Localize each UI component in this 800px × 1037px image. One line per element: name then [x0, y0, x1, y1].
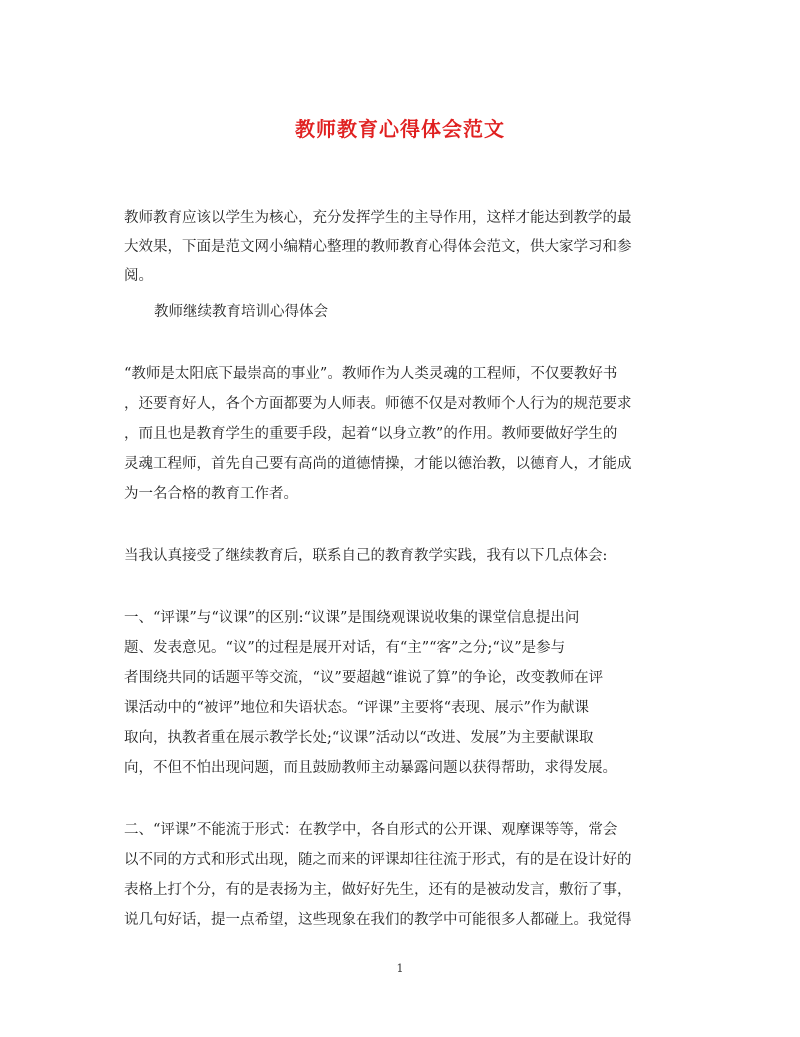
text-line: 阅。: [124, 268, 153, 284]
text-line: “教师是太阳底下最崇高的事业”。教师作为人类灵魂的工程师，不仅要教好书: [124, 366, 618, 382]
text-line: 说几句好话，提一点希望，这些现象在我们的教学中可能很多人都碰上。我觉得: [124, 912, 632, 928]
page-number: 1: [396, 962, 404, 975]
text-line: 向，不但不怕出现问题，而且鼓励教师主动暴露问题以获得帮助，求得发展。: [124, 760, 617, 776]
document-title: 教师教育心得体会范文: [295, 117, 505, 141]
text-line: 教师教育应该以学生为核心，充分发挥学生的主导作用，这样才能达到教学的最: [124, 210, 632, 226]
text-line: ，而且也是教育学生的重要手段，起着“以身立教”的作用。教师要做好学生的: [124, 426, 618, 442]
text-line: 题、发表意见。“议”的过程是展开对话，有“主”“客”之分;“议”是参与: [124, 640, 566, 656]
section-subtitle: 教师继续教育培训心得体会: [154, 304, 328, 320]
text-line: 取向，执教者重在展示教学长处;“议课”活动以“改进、发展”为主要献课取: [124, 730, 594, 746]
text-line: 课活动中的“被评”地位和失语状态。“评课”主要将“表现、展示”作为献课: [124, 700, 589, 716]
text-line: 大效果，下面是范文网小编精心整理的教师教育心得体会范文，供大家学习和参: [124, 239, 632, 255]
text-line: 灵魂工程师，首先自己要有高尚的道德情操，才能以德治教，以德育人，才能成: [124, 456, 632, 472]
text-line: 当我认真接受了继续教育后，联系自己的教育教学实践，我有以下几点体会:: [124, 548, 608, 564]
text-line: 为一名合格的教育工作者。: [124, 486, 298, 502]
text-line: ，还要育好人，各个方面都要为人师表。师德不仅是对教师个人行为的规范要求: [124, 396, 632, 412]
text-line: 二、“评课”不能流于形式：在教学中，各自形式的公开课、观摩课等等，常会: [124, 822, 618, 838]
text-line: 表格上打个分，有的是表扬为主，做好好先生，还有的是被动发言，敷衍了事，: [124, 882, 632, 898]
text-line: 者围绕共同的话题平等交流，“议”要超越“谁说了算”的争论，改变教师在评: [124, 670, 604, 686]
text-line: 一、“评课”与“议课”的区别:“议课”是围绕观课说收集的课堂信息提出问: [124, 610, 580, 626]
text-line: 以不同的方式和形式出现，随之而来的评课却往往流于形式，有的是在设计好的: [124, 852, 632, 868]
